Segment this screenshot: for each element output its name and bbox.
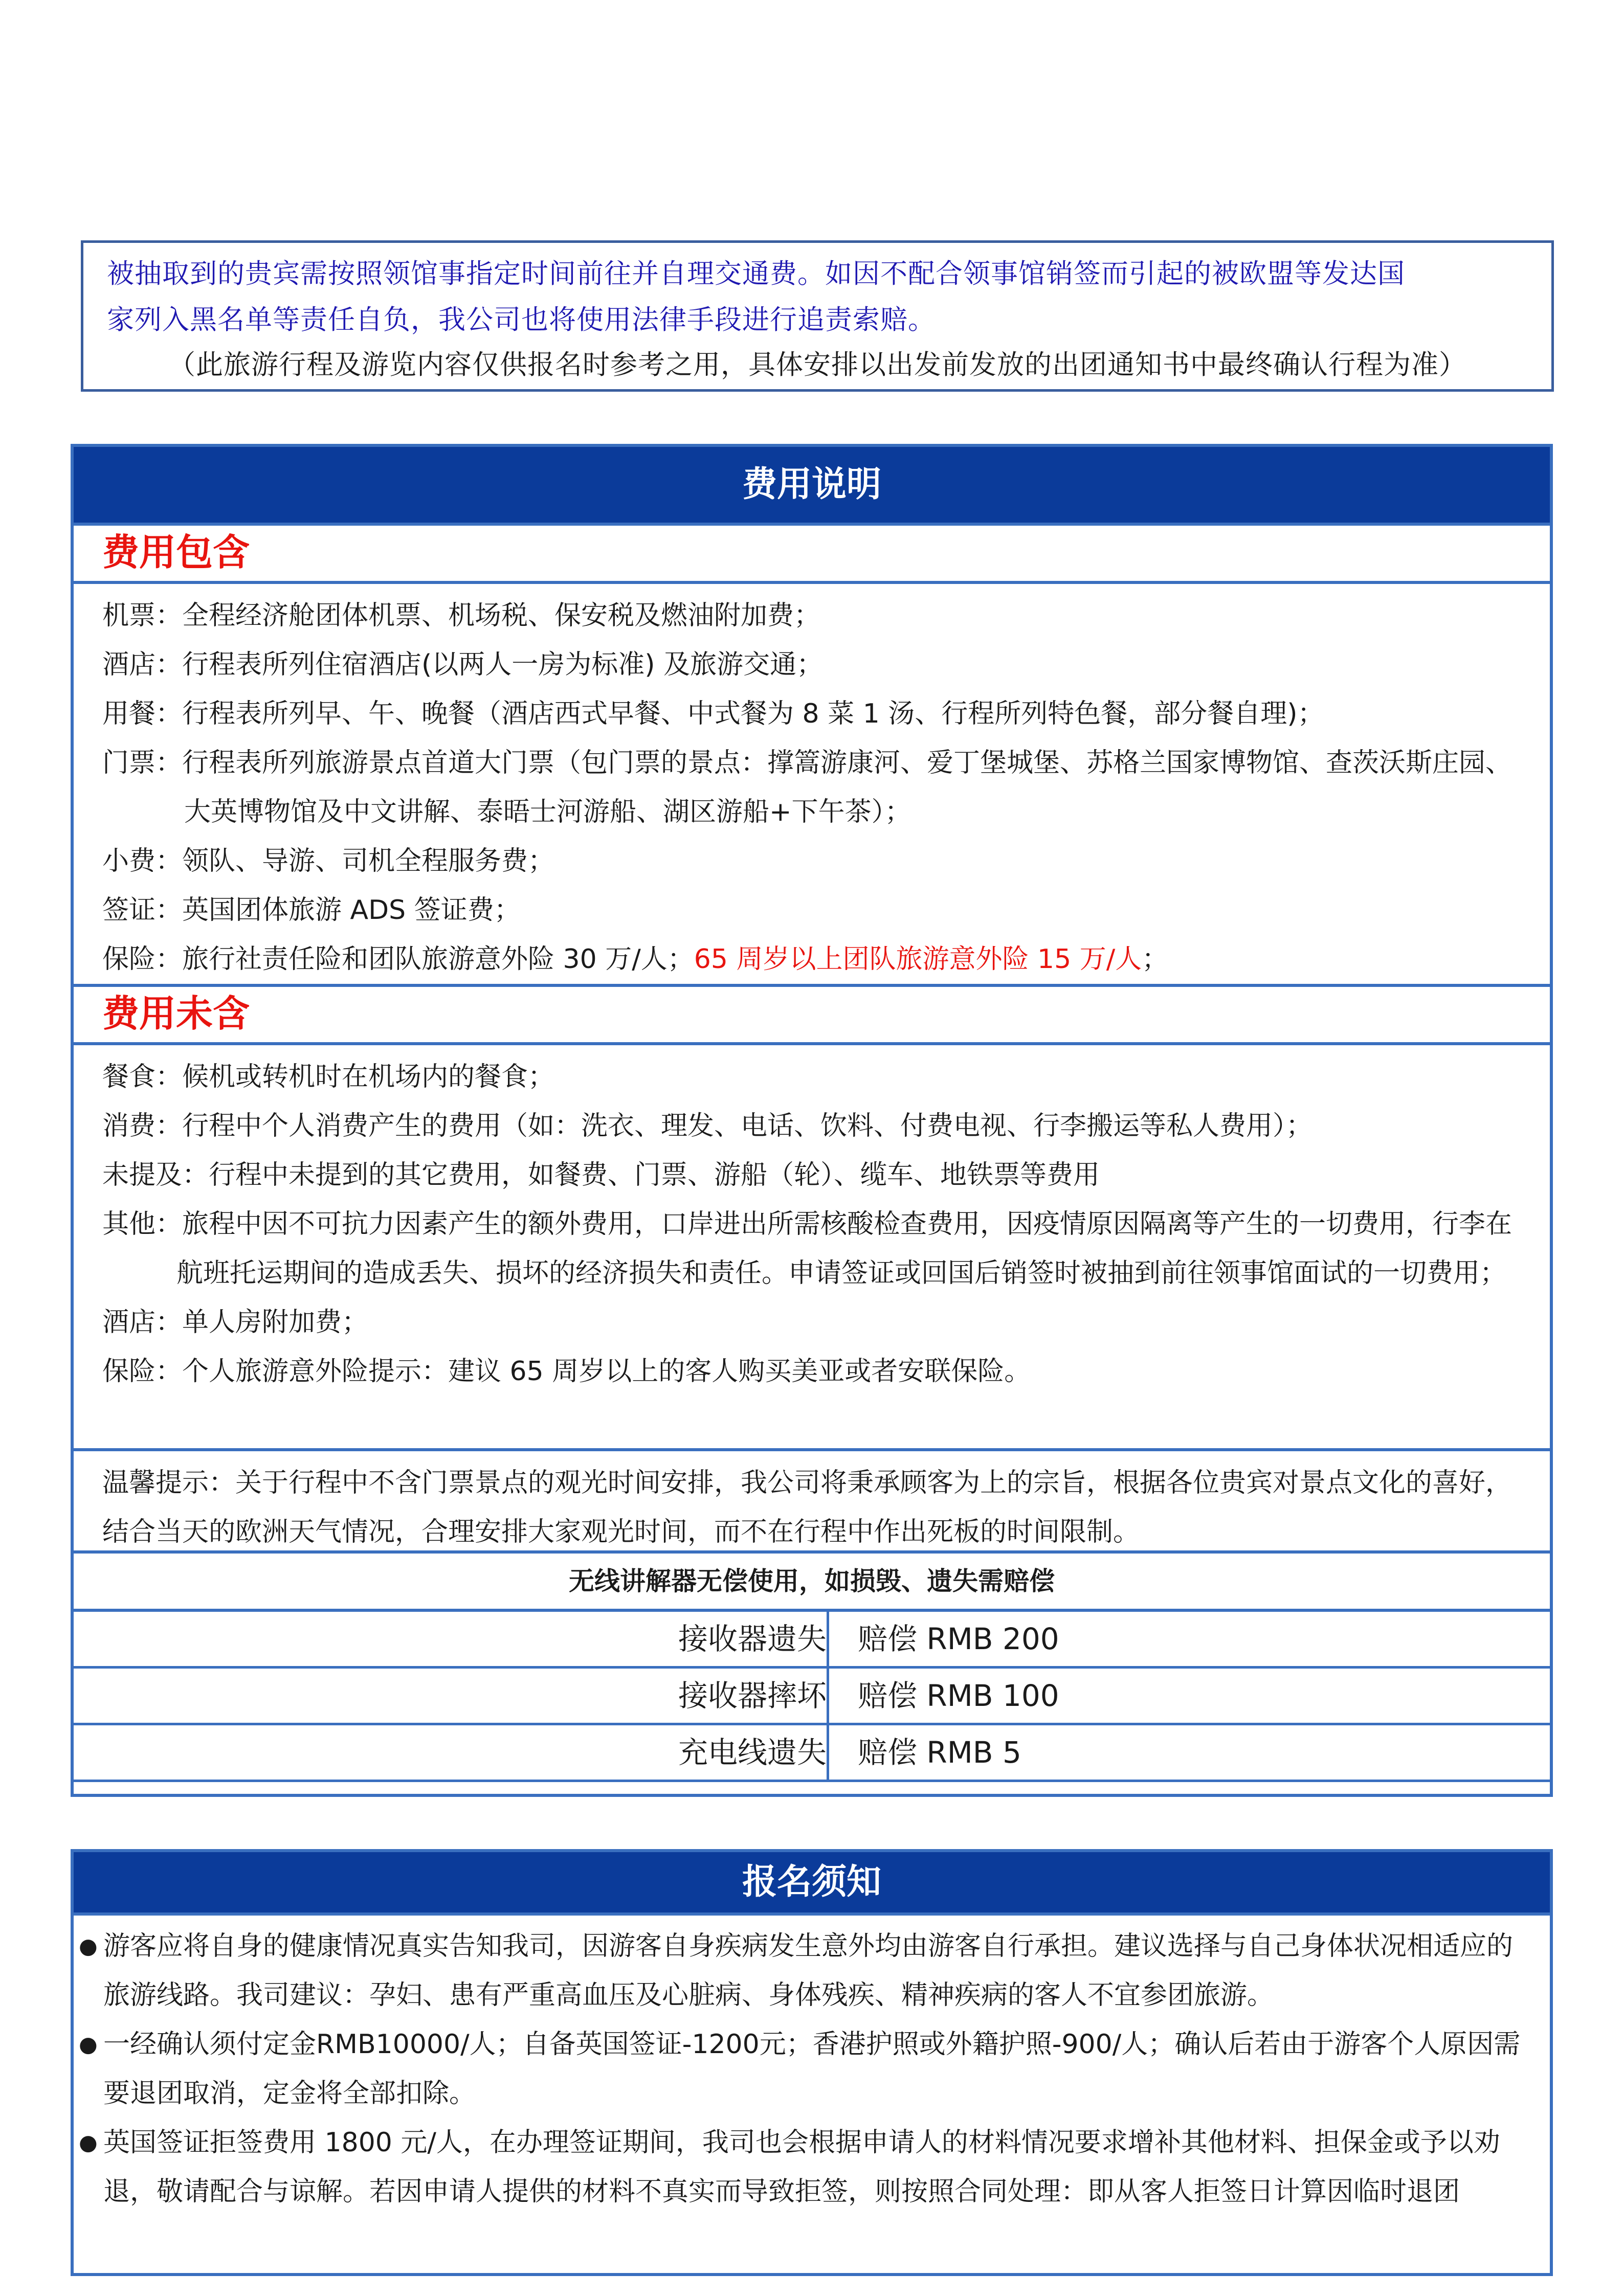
- fees-section: [71, 444, 1553, 1797]
- warm-tip: 温馨提示：关于行程中不含门票景点的观光时间安排，我公司将秉承顾客为上的宗旨，根据各位贵宾对景点文化的喜好，结合当天的欧洲天气情况，合理安排大家观光时间，而不在行程中作出死板的时间限制。: [74, 1448, 1550, 1550]
- fees-title: 费用说明: [74, 447, 1550, 526]
- table-row: [74, 1612, 1550, 1669]
- excluded-item: 未提及：行程中未提到的其它费用，如餐费、门票、游船（轮）、缆车、地铁票等费用: [102, 1160, 1100, 1190]
- included-item: 用餐：行程表所列早、午、晚餐（酒店西式早餐、中式餐为 8 菜 1 汤、行程所列特色餐，部分餐自理)；: [102, 699, 1324, 729]
- excluded-list: [74, 1045, 1550, 1448]
- bullet-dot-icon: ●: [79, 2032, 98, 2057]
- included-item-insurance: 保险：旅行社责任险和团队旅游意外险 30 万/人；65 周岁以上团队旅游意外险 15 万/人；: [102, 944, 1169, 975]
- bullet-dot-icon: ●: [79, 2130, 98, 2155]
- notice-box: [81, 240, 1554, 392]
- excluded-item: 消费：行程中个人消费产生的费用（如：洗衣、理发、电话、饮料、付费电视、行李搬运等私人费用）；: [102, 1111, 1313, 1141]
- enroll-bullet: ● 英国签证拒签费用 1800 元/人，在办理签证期间，我司也会根据申请人的材料情况要求增补其他材料、担保金或予以劝退，敬请配合与谅解。若因申请人提供的材料不真实而导致拒签，则按照合同处理：即从客人拒签日计算因临时退团: [74, 2118, 1550, 2216]
- table-cell-price: 赔偿 RMB 200: [858, 1622, 1059, 1656]
- included-item: 签证：英国团体旅游 ADS 签证费；: [102, 895, 521, 926]
- excluded-item: 餐食：候机或转机时在机场内的餐食；: [102, 1062, 555, 1092]
- enroll-bullet: ● 一经确认须付定金RMB10000/人；自备英国签证-1200元；香港护照或外籍护照-900/人；确认后若由于游客个人原因需要退团取消，定金将全部扣除。: [74, 2020, 1550, 2118]
- table-cell-price: 赔偿 RMB 5: [858, 1735, 1021, 1770]
- notice-line-3: （此旅游行程及游览内容仅供报名时参考之用，具体安排以出发前发放的出团通知书中最终确认行程为准）: [168, 349, 1466, 380]
- included-list: [74, 584, 1550, 984]
- notice-line-1: 被抽取到的贵宾需按照领馆事指定时间前往并自理交通费。如因不配合领事馆销签而引起的被欧盟等发达国: [107, 258, 1405, 289]
- table-cell-price: 赔偿 RMB 100: [858, 1678, 1059, 1713]
- notice-line-2: 家列入黑名单等责任自负，我公司也将使用法律手段进行追责索赔。: [107, 304, 936, 335]
- enroll-bullet: ● 游客应将自身的健康情况真实告知我司，因游客自身疾病发生意外均由游客自行承担。建议选择与自己身体状况相适应的旅游线路。我司建议：孕妇、患有严重高血压及心脏病、身体残疾、精神疾病的客人不宜参团旅游。: [74, 1922, 1550, 2020]
- table-row: [74, 1725, 1550, 1782]
- table-cell-item: 接收器遗失: [74, 1612, 829, 1666]
- excluded-title: 费用未含: [74, 984, 1550, 1045]
- table-row: [74, 1669, 1550, 1725]
- enroll-title: 报名须知: [74, 1852, 1550, 1916]
- included-item: 机票：全程经济舱团体机票、机场税、保安税及燃油附加费；: [102, 600, 821, 631]
- included-item: 门票：行程表所列旅游景点首道大门票（包门票的景点：撑篙游康河、爱丁堡城堡、苏格兰国家博物馆、查茨沃斯庄园、大英博物馆及中文讲解、泰晤士河游船、湖区游船+下午茶）；: [102, 748, 1512, 827]
- enroll-section: [71, 1849, 1553, 2276]
- excluded-item: 酒店：单人房附加费；: [102, 1307, 369, 1338]
- included-item: 小费：领队、导游、司机全程服务费；: [102, 846, 555, 876]
- table-cell-item: 充电线遗失: [74, 1725, 829, 1780]
- receiver-table-title: 无线讲解器无偿使用，如损毁、遗失需赔偿: [74, 1550, 1550, 1612]
- excluded-item: 保险：个人旅游意外险提示：建议 65 周岁以上的客人购买美亚或者安联保险。: [102, 1356, 1031, 1387]
- table-cell-item: 接收器摔坏: [74, 1669, 829, 1723]
- bullet-dot-icon: ●: [79, 1933, 98, 1959]
- insurance-senior-note: 65 周岁以上团队旅游意外险 15 万/人: [694, 944, 1142, 975]
- included-item: 酒店：行程表所列住宿酒店(以两人一房为标准) 及旅游交通；: [102, 649, 824, 680]
- included-title: 费用包含: [74, 526, 1550, 584]
- excluded-item: 其他：旅程中因不可抗力因素产生的额外费用，口岸进出所需核酸检查费用，因疫情原因隔离等产生的一切费用，行李在航班托运期间的造成丢失、损坏的经济损失和责任。申请签证或回国后销签时被抽到前往领事馆面试的一切费用；: [102, 1209, 1512, 1289]
